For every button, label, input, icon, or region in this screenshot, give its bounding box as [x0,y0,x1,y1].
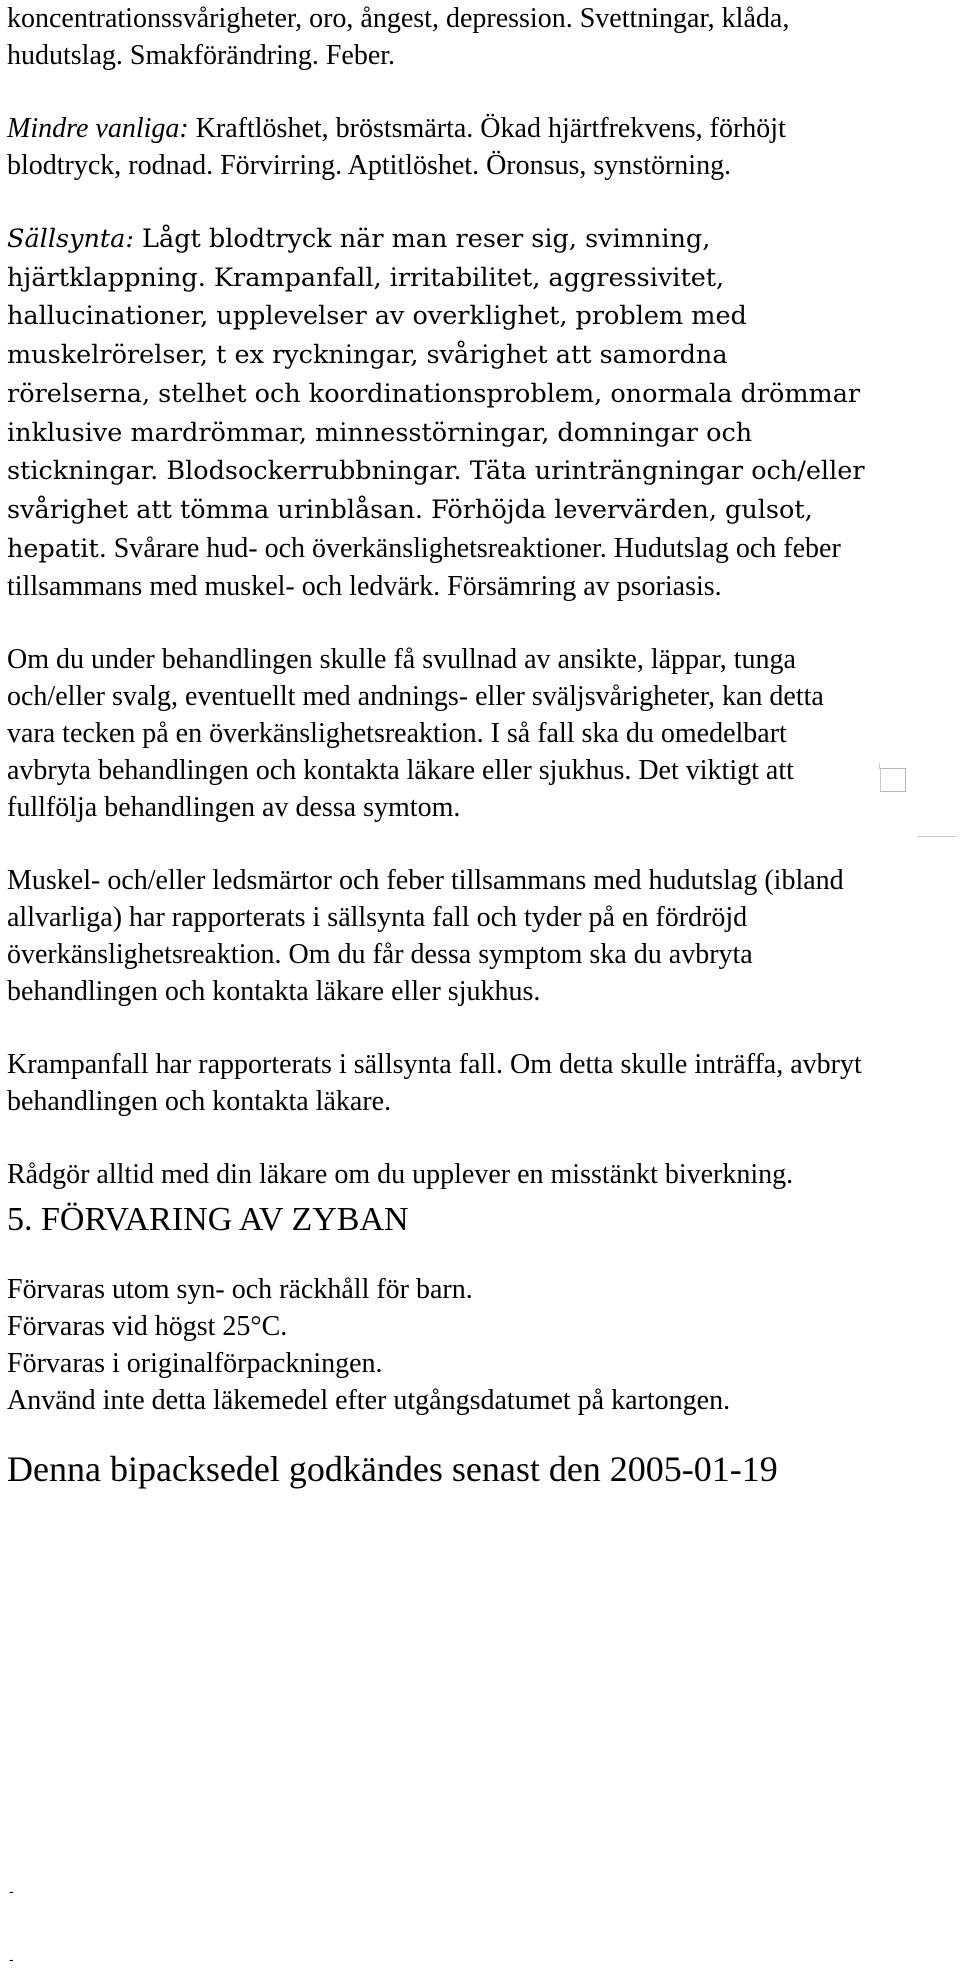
page-mark: - [9,1951,14,1967]
rare-label: Sällsynta: [7,224,134,254]
storage-line: Använd inte detta läkemedel efter utgångsdatumet på kartongen. [7,1385,731,1417]
uncommon-text: Kraftlöshet, bröstsmärta. Ökad hjärtfrekvens, förhöjt blodtryck, rodnad. Förvirring. Aptitlöshet. Öronsus, synstörning. [7,113,786,181]
rare-text-a: Lågt blodtryck när man reser sig, svimning, hjärtklappning. [7,224,711,293]
delayed-hypersensitivity-paragraph: Muskel- och/eller ledsmärtor och feber tillsammans med hudutslag (ibland allvarliga) har rapporterats i sällsynta fall och tyder på en fördröjd överkänslighetsreaktion. Om du får dessa symptom ska du avbryta behandlingen och kontakta läkare eller sjukhus. [7,865,844,1008]
storage-line: Förvaras vid högst 25°C. [7,1311,288,1343]
storage-line: Förvaras i originalförpackningen. [7,1348,383,1380]
comment-marker-icon [880,768,906,792]
storage-line: Förvaras utom syn- och räckhåll för barn. [7,1274,473,1306]
document-page [7,0,877,1491]
rare-text-c: Svårare hud- och överkänslighetsreaktioner. Hudutslag och feber tillsammans med muskel- och ledvärk. Försämring av psoriasis. [7,532,841,603]
allergy-warning-paragraph: Om du under behandlingen skulle få svullnad av ansikte, läppar, tunga och/eller svalg, eventuellt med andnings- eller sväljsvårigheter, kan detta vara tecken på en överkänslighetsreaktion. I så fall ska du omedelbart avbryta behandlingen och kontakta läkare eller sjukhus. Det viktigt att fullfölja behandlingen av dessa symtom. [7,644,824,824]
side-effects-rare [7,220,877,605]
consult-doctor-paragraph: Rådgör alltid med din läkare om du upplever en misstänkt biverkning. [7,1159,794,1191]
approval-date-line: Denna bipacksedel godkändes senast den 2005-01-19 [7,1449,778,1490]
page-mark: - [9,1883,14,1899]
section-heading-storage: 5. FÖRVARING AV ZYBAN [7,1201,409,1239]
uncommon-label: Mindre vanliga: [7,113,189,144]
side-effects-common-continued: koncentrationssvårigheter, oro, ångest, depression. Svettningar, klåda, hudutslag. Smakförändring. Feber. [7,3,790,71]
rare-text-b: Krampanfall, irritabilitet, aggressivitet, hallucinationer, upplevelser av overklighet, problem med muskelrörelser, t ex ryckningar, svårighet att samordna rörelserna, stelhet och koordinationsproblem, onormala drömmar inklusive mardrömmar, minnesstörningar, domningar och stickningar. Blodsockerrubbningar. Täta urinträngningar och/eller svårighet att tömma urinblåsan. Förhöjda levervärden, gulsot, hepatit. [7,262,865,564]
storage-instructions [7,1271,877,1419]
margin-divider [918,836,956,837]
seizure-paragraph: Krampanfall har rapporterats i sällsynta fall. Om detta skulle inträffa, avbryt behandlingen och kontakta läkare. [7,1049,862,1118]
side-effects-uncommon [7,110,877,184]
